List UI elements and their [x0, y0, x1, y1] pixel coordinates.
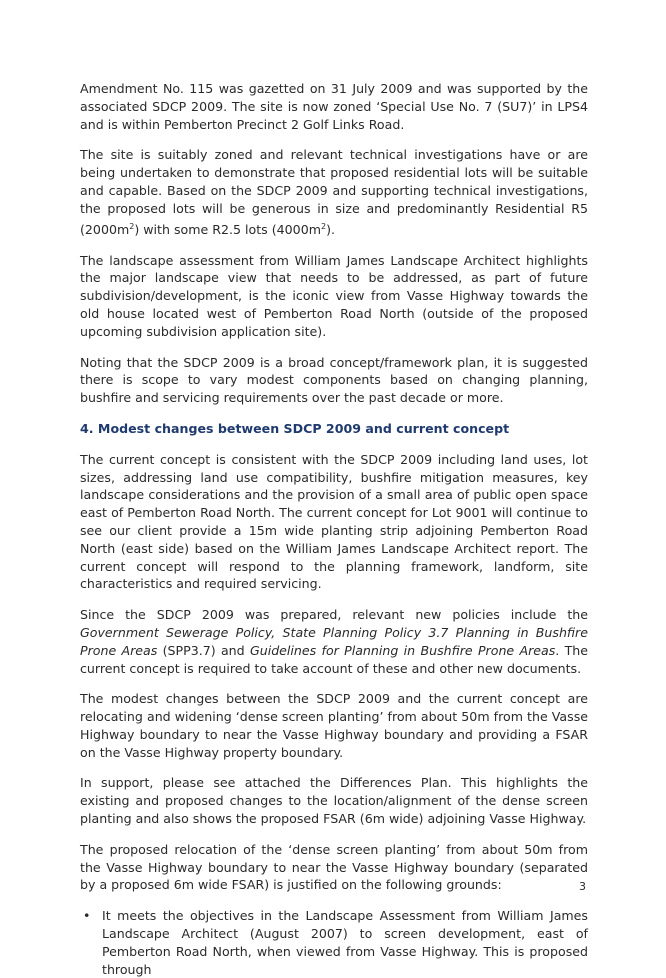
- paragraph-zoning-text-c: ).: [326, 221, 335, 237]
- page-number: 3: [579, 880, 586, 893]
- bullet-icon: •: [83, 908, 91, 924]
- paragraph-amendment: Amendment No. 115 was gazetted on 31 July 2009 and was supported by the associated SDCP 2009. The site is now zoned ‘Special Use No. 7 (SU7)’ in LPS4 and is within Pemberton Precinct 2 Golf Links Road.: [80, 81, 588, 132]
- policy-titles-italic: Government Sewerage Policy, State Planning Policy 3.7 Planning in Bushfire Prone Areas: [80, 624, 588, 658]
- superscript-2: 2: [320, 221, 327, 231]
- paragraph-zoning: [80, 146, 588, 238]
- justification-list: [80, 907, 588, 978]
- paragraph-relocation-justification: The proposed relocation of the ‘dense screen planting’ from about 50m from the Vasse Highway boundary to near the Vasse Highway boundary (separated by a proposed 6m wide FSAR) is justified on the following grounds:: [80, 841, 588, 893]
- list-item: [80, 907, 588, 978]
- section-heading: 4. Modest changes between SDCP 2009 and current concept: [80, 420, 510, 436]
- paragraph-modest-changes: The modest changes between the SDCP 2009 and the current concept are relocating and widening ‘dense screen planting’ from about 50m from the Vasse Highway boundary to near the Vasse Highway boundary and providing a FSAR on the Vasse Highway property boundary.: [80, 691, 588, 760]
- paragraph-new-policies-text-c: . The current concept is required to take account of these and other new documents.: [80, 642, 589, 676]
- list-item-text: It meets the objectives in the Landscape Assessment from William James Landscape Architect (August 2007) to screen development, east of Pemberton Road North, when viewed from Vasse Highway. This is proposed through: [102, 908, 588, 977]
- superscript-2: 2: [129, 221, 135, 231]
- paragraph-framework-note: Noting that the SDCP 2009 is a broad concept/framework plan, it is suggested there is scope to vary modest components based on changing planning, bushfire and servicing requirements over the past decade or more.: [80, 354, 588, 406]
- guidelines-title-italic: Guidelines for Planning in Bushfire Prone Areas: [249, 642, 556, 658]
- page-body: [80, 80, 588, 978]
- paragraph-zoning-text-b: ) with some R2.5 lots (4000m: [134, 221, 321, 237]
- paragraph-current-concept: The current concept is consistent with the SDCP 2009 including land uses, lot sizes, addressing land use compatibility, bushfire mitigation measures, key landscape considerations and the provision of a small area of public open space east of Pemberton Road North. The current concept for Lot 9001 will continue to see our client provide a 15m wide planting strip adjoining Pemberton Road North (east side) based on the William James Landscape Architect report. The current concept will respond to the planning framework, landform, site characteristics and required servicing.: [80, 451, 588, 592]
- paragraph-zoning-text-a: The site is suitably zoned and relevant technical investigations have or are being undertaken to demonstrate that proposed residential lots will be suitable and capable. Based on the SDCP 2009 and supporting technical investigations, the proposed lots will be generous in size and predominantly Residential R5 (2000m: [80, 147, 588, 237]
- paragraph-new-policies-text-a: Since the SDCP 2009 was prepared, relevant new policies include the: [80, 607, 588, 623]
- paragraph-new-policies-text-b: (SPP3.7) and: [157, 642, 250, 658]
- paragraph-differences-plan: In support, please see attached the Differences Plan. This highlights the existing and proposed changes to the location/alignment of the dense screen planting and also shows the proposed FSAR (6m wide) adjoining Vasse Highway.: [80, 775, 588, 827]
- paragraph-landscape-assessment: The landscape assessment from William James Landscape Architect highlights the major landscape view that needs to be addressed, as part of future subdivision/development, is the iconic view from Vasse Highway towards the old house located west of Pemberton Road North (outside of the proposed upcoming subdivision application site).: [80, 252, 588, 339]
- paragraph-new-policies: [80, 606, 588, 677]
